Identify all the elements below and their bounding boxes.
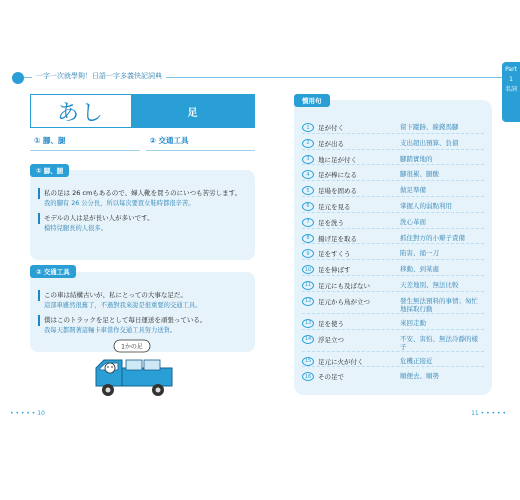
- idiom-number: 16: [302, 372, 314, 381]
- idiom-row: [302, 181, 484, 197]
- idiom-row: [302, 352, 484, 368]
- meaning-1: ① 腳、腿: [30, 131, 140, 151]
- idiom-number: 7: [302, 218, 314, 227]
- idiom-number: 4: [302, 170, 314, 179]
- part-tab-part: Part: [505, 66, 517, 73]
- idiom-zh: 陷害、捅一刀: [400, 249, 439, 258]
- idiom-jp: その足で: [318, 373, 344, 382]
- idiom-zh: 做足準備: [400, 186, 426, 195]
- idiom-number: 1: [302, 123, 314, 132]
- idiom-row: [302, 150, 484, 166]
- idiom-zh: 不安、害怕、無法冷靜的樣子: [400, 334, 478, 351]
- truck-illustration: [90, 338, 185, 400]
- idiom-jp: 足元を見る: [318, 202, 351, 211]
- idiom-list: [294, 100, 492, 395]
- part-tab-num: 1: [509, 76, 513, 83]
- idiom-number: 14: [302, 335, 314, 344]
- section-2-label: ② 交通工具: [30, 265, 76, 278]
- idiom-row: [302, 260, 484, 276]
- part-tab-label: 名詞: [504, 86, 517, 93]
- entry-kana: あし: [31, 95, 131, 127]
- example-jp: 僕はこのトラックを足として毎日運送を頑張っている。: [38, 315, 247, 326]
- idiom-zh: 掌握人的弱點利用: [400, 201, 452, 210]
- idiom-zh: 天差地別、無法比較: [400, 280, 459, 289]
- part-tab: [502, 62, 520, 122]
- idiom-row: [302, 244, 484, 260]
- idiom-zh: 移動、到某處: [400, 265, 439, 274]
- idiom-row: [302, 165, 484, 181]
- idiom-row: [302, 134, 484, 150]
- page-number: 11: [471, 410, 479, 417]
- idiom-row: [302, 276, 484, 292]
- idiom-number: 2: [302, 139, 314, 148]
- idiom-row: [302, 367, 484, 383]
- idiom-number: 5: [302, 186, 314, 195]
- footer-dots: • • • • •: [480, 410, 506, 417]
- idiom-jp: 足を使う: [318, 319, 344, 328]
- idiom-zh: 來回走動: [400, 318, 426, 327]
- meaning-2: ② 交通工具: [146, 131, 256, 151]
- example-jp: モデルの人は足が長い人が多いです。: [38, 213, 247, 224]
- page-number-right: [471, 410, 506, 417]
- idiom-jp: 足を伸ばす: [318, 266, 351, 275]
- idiom-row: [302, 314, 484, 330]
- example-jp: この車は結構古いが、私にとっての大事な足だ。: [38, 290, 247, 301]
- page-number: 10: [37, 410, 45, 417]
- entry-kanji: 足: [131, 95, 254, 127]
- idiom-row: [302, 229, 484, 245]
- idiom-zh: 順便去、順勢: [400, 372, 439, 381]
- idiom-number: 15: [302, 357, 314, 366]
- idiom-row: [302, 118, 484, 134]
- header-title: 一字一次就學夠！日語一字多義快記詞典: [32, 71, 166, 81]
- example-zh: 我每天都開著這輛卡車當作交通工具努力送貨。: [44, 327, 177, 334]
- page-number-left: [10, 410, 45, 417]
- meaning-list: [30, 131, 255, 151]
- idiom-jp: 足元から鳥が立つ: [318, 297, 370, 306]
- idiom-number: 3: [302, 155, 314, 164]
- example-zh: 模特兒腿長的人很多。: [44, 225, 107, 232]
- idiom-jp: 足場を固める: [318, 187, 357, 196]
- idiom-row: [302, 213, 484, 229]
- example-zh: 我的腳有 26 公分長，所以每次要買女鞋時都很辛苦。: [44, 200, 195, 207]
- idiom-number: 8: [302, 234, 314, 243]
- entry-title: [30, 94, 255, 128]
- idiom-jp: 足元に火が付く: [318, 357, 364, 366]
- idiom-zh: 腳很累、腿酸: [400, 170, 439, 179]
- idiom-zh: 洗心革面: [400, 217, 426, 226]
- header-bullet: [12, 72, 24, 84]
- idiom-jp: 浮足立つ: [318, 335, 344, 344]
- idiom-zh: 支出超出預算、負債: [400, 138, 459, 147]
- idiom-number: 10: [302, 265, 314, 274]
- idiom-row: [302, 330, 484, 352]
- idiom-number: 12: [302, 297, 314, 306]
- idiom-number: 11: [302, 281, 314, 290]
- idiom-jp: 地に足が付く: [318, 155, 357, 164]
- example-zh: 這部車雖然很舊了，不過對我來說是很重要的交通工具。: [44, 302, 202, 309]
- section-1-box: [30, 170, 255, 260]
- idiom-jp: 足をすくう: [318, 250, 351, 259]
- idiom-jp: 足が出る: [318, 139, 344, 148]
- idiom-number: 6: [302, 202, 314, 211]
- idiom-jp: 揚げ足を取る: [318, 234, 357, 243]
- idiom-zh: 抓住對方的小辮子責備: [400, 233, 465, 242]
- idiom-jp: 足元にも及ばない: [318, 281, 370, 290]
- example-jp: 私の足は 26 cmもあるので、婦人靴を買うのにいつも苦労します。: [38, 188, 247, 199]
- idiom-jp: 足が棒になる: [318, 171, 357, 180]
- idiom-zh: 發生無法預料的事情；匆忙地採取行動: [400, 296, 478, 313]
- idiom-row: [302, 292, 484, 314]
- idiom-zh: 留下蹤跡、線錢馬腳: [400, 123, 459, 131]
- idiom-zh: 腳踏實地的: [400, 154, 433, 163]
- truck-sign-text: 1かの足: [121, 343, 143, 351]
- section-1-label: ① 腳、腿: [30, 164, 69, 177]
- idiom-section-label: 慣用句: [294, 94, 330, 107]
- idiom-jp: 足が付く: [318, 124, 344, 132]
- idiom-number: 9: [302, 249, 314, 258]
- idiom-number: 13: [302, 319, 314, 328]
- footer-dots: • • • • •: [10, 410, 36, 417]
- idiom-row: [302, 197, 484, 213]
- idiom-jp: 足を洗う: [318, 218, 344, 227]
- idiom-zh: 危機正接近: [400, 356, 433, 365]
